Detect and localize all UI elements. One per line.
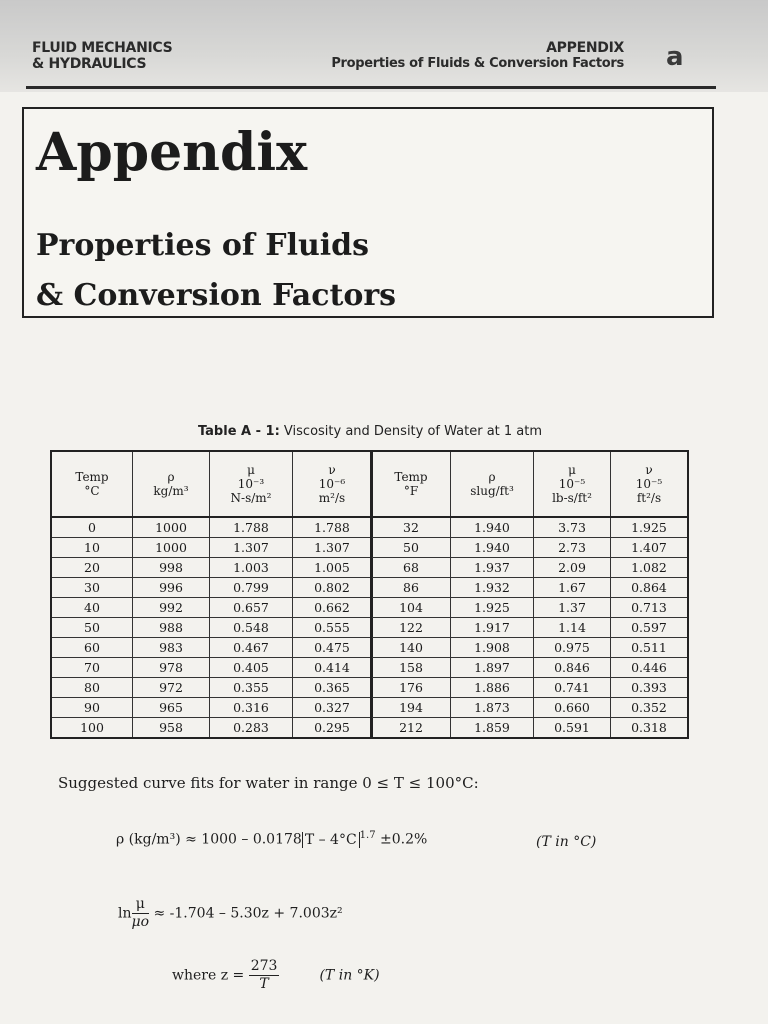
table-row: [51, 598, 372, 618]
si-cell: 0.365: [293, 678, 373, 698]
si-cell: 50: [51, 618, 133, 638]
bg-cell: 0.511: [611, 638, 689, 658]
viscosity-ratio-num: μ: [132, 896, 150, 914]
bg-cell: 0.446: [611, 658, 689, 678]
bg-cell: 1.940: [451, 538, 534, 558]
page-subtitle-line2: & Conversion Factors: [36, 278, 397, 313]
bg-cell: 0.741: [534, 678, 611, 698]
page-title: Appendix: [36, 122, 308, 183]
bg-cell: 1.14: [534, 618, 611, 638]
bg-cell: 1.932: [451, 578, 534, 598]
bg-column-header: [534, 451, 611, 517]
bg-cell: 2.09: [534, 558, 611, 578]
bg-cell: 176: [371, 678, 451, 698]
page-subtitle: [36, 221, 396, 321]
si-cell: 0: [51, 517, 133, 538]
bg-cell: 86: [371, 578, 451, 598]
table-row: [371, 658, 688, 678]
table-row: [51, 658, 372, 678]
table-row: [371, 598, 688, 618]
si-cell: 0.283: [210, 718, 293, 739]
bg-cell: 1.859: [451, 718, 534, 739]
bg-column-header: [451, 451, 534, 517]
bg-table-wrap: [370, 450, 689, 739]
bg-cell: 0.864: [611, 578, 689, 598]
bg-cell: 0.591: [534, 718, 611, 739]
si-cell: 0.467: [210, 638, 293, 658]
z-fraction-den: T: [259, 976, 269, 992]
bg-cell: 158: [371, 658, 451, 678]
density-formula-abs: T – 4°C: [302, 832, 360, 848]
si-cell: 0.802: [293, 578, 373, 598]
si-cell: 0.548: [210, 618, 293, 638]
density-formula-exponent: 1.7: [359, 830, 376, 841]
si-cell: 0.475: [293, 638, 373, 658]
si-cell: 978: [133, 658, 210, 678]
bg-cell: 1.407: [611, 538, 689, 558]
table-row: [371, 578, 688, 598]
si-units-table: [50, 450, 373, 739]
si-cell: 0.327: [293, 698, 373, 718]
bg-column-header: [371, 451, 451, 517]
bg-cell: 1.082: [611, 558, 689, 578]
si-cell: 983: [133, 638, 210, 658]
si-header-sym: Temp: [75, 470, 109, 484]
bg-header-unit: slug/ft³: [470, 484, 514, 498]
bg-cell: 194: [371, 698, 451, 718]
table-row: [371, 698, 688, 718]
si-cell: 988: [133, 618, 210, 638]
viscosity-formula-rhs: ≈ -1.704 – 5.30z + 7.003z²: [149, 905, 343, 922]
bg-cell: 0.975: [534, 638, 611, 658]
si-table-wrap: [50, 450, 373, 739]
si-header-unit: °C: [84, 484, 100, 498]
bg-header-row: [371, 451, 688, 517]
z-definition-label: where z =: [172, 967, 249, 984]
viscosity-ratio: [132, 896, 150, 931]
si-cell: 0.316: [210, 698, 293, 718]
page-subtitle-line1: Properties of Fluids: [36, 228, 370, 263]
table-row: [371, 678, 688, 698]
si-cell: 1.003: [210, 558, 293, 578]
si-column-header: [210, 451, 293, 517]
si-header-unit: m²/s: [318, 491, 346, 505]
table-row: [51, 558, 372, 578]
bg-cell: 1.908: [451, 638, 534, 658]
si-cell: 20: [51, 558, 133, 578]
table-caption-label: Table A - 1:: [197, 424, 280, 439]
bg-cell: 1.925: [451, 598, 534, 618]
table-row: [371, 538, 688, 558]
density-formula-units: (T in °C): [536, 834, 597, 850]
bg-units-table: [370, 450, 689, 739]
bg-cell: 140: [371, 638, 451, 658]
si-cell: 1000: [133, 517, 210, 538]
si-column-header: [51, 451, 133, 517]
bg-cell: 0.597: [611, 618, 689, 638]
si-cell: 0.555: [293, 618, 373, 638]
table-row: [51, 517, 372, 538]
bg-header-unit: ft²/s: [636, 491, 662, 505]
si-cell: 992: [133, 598, 210, 618]
si-column-header: [293, 451, 373, 517]
viscosity-formula: [118, 896, 343, 931]
table-row: [371, 618, 688, 638]
header-book-title-line1: FLUID MECHANICS: [32, 40, 173, 56]
bg-cell: 2.73: [534, 538, 611, 558]
bg-cell: 0.318: [611, 718, 689, 739]
bg-cell: 1.940: [451, 517, 534, 538]
bg-cell: 1.67: [534, 578, 611, 598]
table-row: [51, 618, 372, 638]
si-header-row: [51, 451, 372, 517]
table-caption-text: Viscosity and Density of Water at 1 atm: [279, 424, 543, 439]
si-cell: 40: [51, 598, 133, 618]
bg-cell: 1.917: [451, 618, 534, 638]
header-book-title-line2: & HYDRAULICS: [32, 56, 147, 72]
bg-cell: 32: [371, 517, 451, 538]
header-section-subtitle: Properties of Fluids & Conversion Factors: [331, 56, 624, 71]
bg-cell: 104: [371, 598, 451, 618]
si-cell: 1.307: [210, 538, 293, 558]
si-header-unit: N-s/m²: [230, 491, 272, 505]
bg-cell: 0.352: [611, 698, 689, 718]
si-cell: 100: [51, 718, 133, 739]
bg-cell: 1.937: [451, 558, 534, 578]
table-row: [371, 638, 688, 658]
si-cell: 0.657: [210, 598, 293, 618]
si-header-scale: 10⁻³: [237, 477, 265, 491]
z-fraction: [249, 958, 280, 993]
si-cell: 0.295: [293, 718, 373, 739]
header-section-label: APPENDIX: [546, 40, 624, 56]
viscosity-ratio-den: μo: [131, 914, 150, 930]
si-cell: 30: [51, 578, 133, 598]
si-column-header: [133, 451, 210, 517]
si-header-scale: 10⁻⁶: [318, 477, 346, 491]
si-cell: 60: [51, 638, 133, 658]
bg-header-unit: °F: [403, 484, 419, 498]
si-cell: 1.307: [293, 538, 373, 558]
bg-header-sym: μ: [568, 463, 576, 477]
si-cell: 996: [133, 578, 210, 598]
si-cell: 972: [133, 678, 210, 698]
bg-header-sym: ν: [645, 463, 653, 477]
bg-cell: 1.897: [451, 658, 534, 678]
header-rule: [26, 86, 716, 89]
table-row: [51, 718, 372, 739]
table-caption: [130, 424, 610, 439]
table-row: [371, 517, 688, 538]
si-header-unit: kg/m³: [153, 484, 189, 498]
density-formula: [116, 830, 427, 848]
si-cell: 90: [51, 698, 133, 718]
table-row: [51, 678, 372, 698]
si-cell: 1000: [133, 538, 210, 558]
bg-header-sym: Temp: [394, 470, 428, 484]
bg-header-sym: ρ: [488, 470, 496, 484]
si-header-sym: ρ: [167, 470, 175, 484]
si-cell: 10: [51, 538, 133, 558]
header-book-title: [32, 40, 172, 72]
curve-fit-intro: Suggested curve fits for water in range 0 ≤ T ≤ 100°C:: [58, 774, 479, 792]
bg-cell: 1.925: [611, 517, 689, 538]
bg-header-scale: 10⁻⁵: [558, 477, 586, 491]
si-cell: 0.355: [210, 678, 293, 698]
bg-cell: 0.713: [611, 598, 689, 618]
si-cell: 80: [51, 678, 133, 698]
bg-cell: 1.37: [534, 598, 611, 618]
si-header-sym: μ: [247, 463, 255, 477]
bg-cell: 122: [371, 618, 451, 638]
si-cell: 998: [133, 558, 210, 578]
si-header-sym: ν: [328, 463, 336, 477]
si-cell: 70: [51, 658, 133, 678]
si-cell: 1.005: [293, 558, 373, 578]
bg-cell: 50: [371, 538, 451, 558]
si-cell: 0.414: [293, 658, 373, 678]
density-formula-tolerance: ±0.2%: [375, 831, 428, 848]
bg-header-scale: 10⁻⁵: [635, 477, 663, 491]
title-box: [22, 107, 714, 318]
si-cell: 0.799: [210, 578, 293, 598]
bg-cell: 1.873: [451, 698, 534, 718]
bg-cell: 1.886: [451, 678, 534, 698]
bg-cell: 0.846: [534, 658, 611, 678]
table-row: [51, 698, 372, 718]
bg-header-unit: lb-s/ft²: [552, 491, 592, 505]
z-definition-units: (T in °K): [319, 967, 380, 984]
table-row: [51, 638, 372, 658]
viscosity-formula-ln: ln: [118, 905, 132, 922]
si-cell: 958: [133, 718, 210, 739]
z-definition: [172, 958, 380, 993]
si-cell: 0.405: [210, 658, 293, 678]
table-row: [51, 578, 372, 598]
si-cell: 965: [133, 698, 210, 718]
table-row: [51, 538, 372, 558]
si-cell: 0.662: [293, 598, 373, 618]
table-row: [371, 718, 688, 739]
bg-column-header: [611, 451, 689, 517]
bg-cell: 68: [371, 558, 451, 578]
density-formula-lhs: ρ (kg/m³) ≈ 1000 – 0.0178: [116, 831, 302, 848]
bg-cell: 0.660: [534, 698, 611, 718]
si-cell: 1.788: [293, 517, 373, 538]
header-appendix-letter: a: [666, 42, 684, 72]
si-cell: 1.788: [210, 517, 293, 538]
table-row: [371, 558, 688, 578]
bg-cell: 0.393: [611, 678, 689, 698]
bg-cell: 3.73: [534, 517, 611, 538]
bg-cell: 212: [371, 718, 451, 739]
z-fraction-num: 273: [250, 958, 278, 974]
header-section-title: [240, 40, 624, 72]
